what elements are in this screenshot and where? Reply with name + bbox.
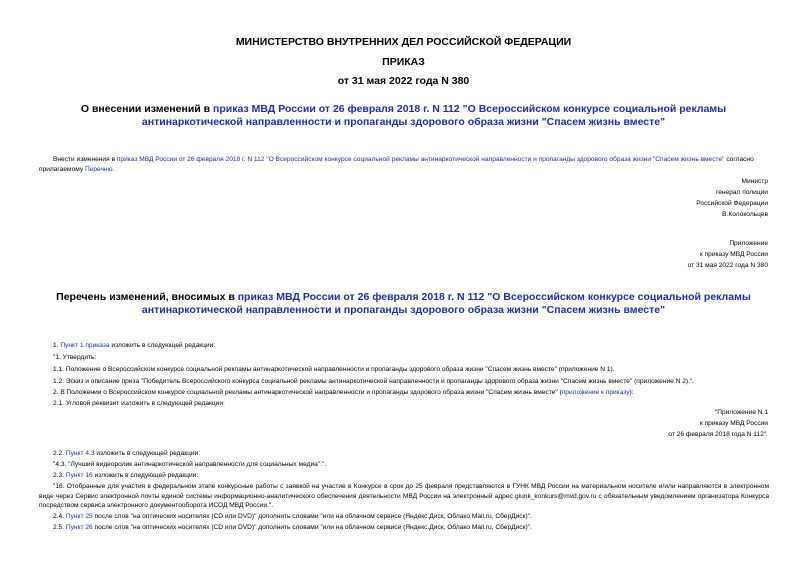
- item-2-4: [53, 512, 769, 522]
- item-1-order-link[interactable]: приказа: [85, 342, 110, 349]
- intro-end: .: [112, 165, 115, 173]
- intro-mid: согласно прилагаемому: [39, 156, 754, 173]
- ministry-heading: МИНИСТЕРСТВО ВНУТРЕННИХ ДЕЛ РОССИЙСКОЙ ФЕДЕРАЦИИ: [235, 36, 572, 48]
- list-title-prefix: Перечень изменений, вносимых в: [56, 291, 238, 303]
- doc-title: [40, 103, 767, 129]
- item-2-5-num: 2.5.: [53, 524, 66, 531]
- item-2-end: ):: [629, 389, 634, 396]
- signature-line-1: Министр: [741, 178, 768, 185]
- quoted-requisite-line-3: от 26 февраля 2018 года N 112".: [668, 431, 768, 438]
- item-2-2-text: изложить в следующей редакции:: [94, 450, 201, 457]
- item-2-2-quote: "4.3. "Лучший видеоролик антинаркотической направленности для социальных медиа".".: [53, 461, 327, 468]
- item-2-3-link[interactable]: Пункт 16: [65, 472, 93, 479]
- item-2-4-link[interactable]: Пункт 25: [65, 513, 93, 520]
- intro-paragraph: [39, 155, 769, 174]
- intro-order-link[interactable]: приказ МВД России от 26 февраля 2018 г. N 112 "О Всероссийском конкурсе социальной рекламы антинаркотической направленности и пропаганды здорового образа жизни "Спасем жизнь вместе": [116, 156, 725, 163]
- item-2-2-link[interactable]: Пункт 4.3: [65, 450, 95, 457]
- item-1-num: 1.: [53, 342, 61, 349]
- doc-title-link[interactable]: приказ МВД России от 26 февраля 2018 г. N 112 "О Всероссийском конкурсе социальной рекламы антинаркотической направленности и пропаганды здорового образа жизни "Спасем жизнь вместе": [141, 103, 727, 128]
- item-2-3-quote: "16. Отобранные для участия в федеральном этапе конкурсные работы с заявкой на участие в Конкурсе в срок до 25 февраля представляются в ГУНК МВД России на материальном носителе и/или направляются в электронном виде через Сервис электронной почты единой системы информационно-аналитического обеспечения деятельности МВД России на электронный адрес giunk_konkurs@mvd.gov.ru с обязательным уведомлением организатора Конкурса посредством сервиса электронного документооборота ИСОД МВД России.".: [39, 483, 769, 509]
- item-2-2-num: 2.2.: [53, 450, 66, 457]
- item-1-1: 1.1. Положение о Всероссийском конкурсе социальной рекламы антинаркотической направленности и пропаганды здорового образа жизни "Спасем жизнь вместе" (приложение N 1).: [53, 366, 615, 373]
- signature-line-4: В.Колокольцев: [722, 211, 768, 218]
- item-2-4-num: 2.4.: [53, 513, 66, 520]
- doc-title-prefix: О внесении изменений в: [80, 103, 214, 115]
- item-2-appendix-link[interactable]: приложение к приказу: [561, 389, 630, 396]
- doc-date-heading: от 31 мая 2022 года N 380: [337, 75, 470, 87]
- doc-type-heading: ПРИКАЗ: [382, 56, 425, 68]
- list-title: [40, 291, 767, 317]
- list-title-link[interactable]: приказ МВД России от 26 февраля 2018 г. N 112 "О Всероссийском конкурсе социальной рекламы антинаркотической направленности и пропаганды здорового образа жизни "Спасем жизнь вместе": [141, 291, 751, 316]
- item-1-quote: "1. Утвердить:: [53, 354, 97, 361]
- intro-list-link[interactable]: Перечню: [84, 165, 113, 173]
- item-1: [53, 341, 769, 351]
- signature-line-3: Российской Федерации: [696, 200, 768, 207]
- item-1-point-link[interactable]: Пункт 1: [60, 342, 84, 349]
- appendix-block: [500, 238, 768, 271]
- item-2-3-text: изложить в следующей редакции:: [92, 472, 199, 479]
- intro-pre: Внести изменения в: [53, 156, 117, 163]
- item-2-2: [53, 449, 769, 459]
- signature-block: [500, 176, 768, 220]
- signature-line-2: генерал полиции: [715, 189, 768, 196]
- appendix-line-3: от 31 мая 2022 года N 380: [687, 262, 768, 269]
- item-2-3: [53, 471, 769, 481]
- item-2-5-link[interactable]: Пункт 26: [65, 524, 93, 531]
- item-1-2: 1.2. Эскиз и описание приза "Победитель Всероссийского конкурса социальной рекламы антинаркотической направленности и пропаганды здорового образа жизни "Спасем жизнь вместе" (приложение N 2).".: [53, 378, 695, 385]
- item-2-text: 2. В Положении о Всероссийском конкурсе социальной рекламы антинаркотической направленности и пропаганды здорового образа жизни "Спасем жизнь вместе" (: [53, 389, 562, 396]
- item-2-5: [53, 523, 769, 533]
- item-2-1: 2.1. Угловой реквизит изложить в следующей редакции:: [53, 400, 225, 407]
- appendix-line-1: Приложение: [729, 240, 768, 247]
- quoted-requisite: [500, 407, 768, 440]
- item-1-text: изложить в следующей редакции:: [109, 342, 216, 349]
- item-2-4-text: после слов "на оптических носителях (CD или DVD)" дополнить словами "или на облачном сервисе (Яндекс.Диск, Облако Mail.ru, СберДиск)".: [92, 513, 532, 520]
- quoted-requisite-line-1: "Приложение N 1: [714, 409, 768, 416]
- item-2-5-text: после слов "на оптических носителях (CD или DVD)" дополнить словами "или на облачном сервисе (Яндекс.Диск, Облако Mail.ru, СберДиск)".: [92, 524, 532, 531]
- quoted-requisite-line-2: к приказу МВД России: [699, 420, 768, 427]
- item-2: [53, 388, 769, 398]
- appendix-line-2: к приказу МВД России: [699, 251, 768, 258]
- item-2-3-num: 2.3.: [53, 472, 66, 479]
